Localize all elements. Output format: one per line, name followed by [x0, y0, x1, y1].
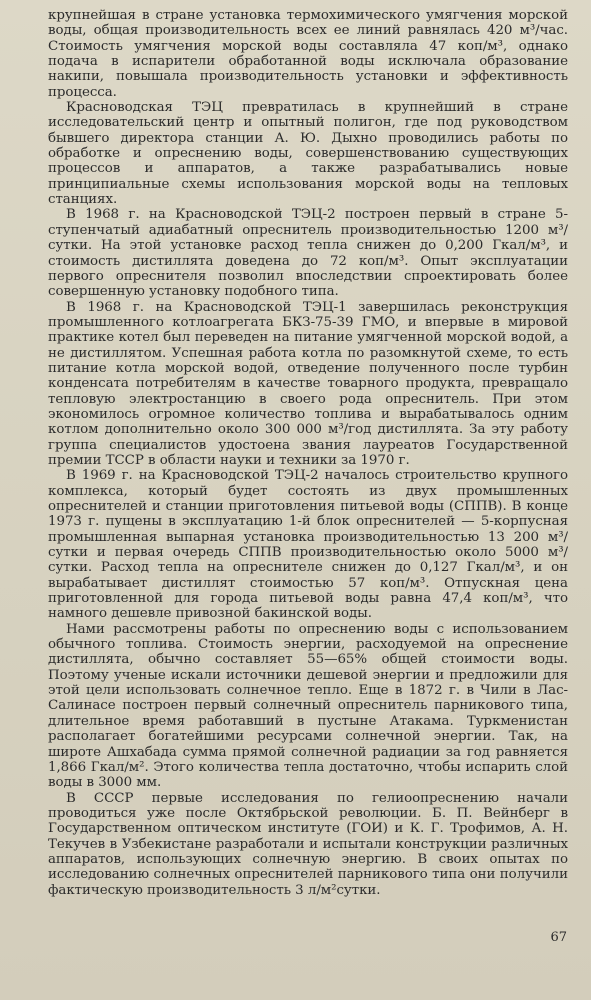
paragraph-6: Нами рассмотрены работы по опреснению воды с использованием обычного топлива. Стоимость энергии, расходуемой на опреснение дистиллята, обычно составляет 55—65% общей стоимости воды. Поэтому ученые искали источники дешевой энергии и предложили для этой цели использовать солнечное тепло. Еще в 1872 г. в Чили в Лас-Салинасе построен первый солнечный опреснитель парникового типа, длительное время работавший в пустыне Атакама. Туркменистан располагает богатейшими ресурсами солнечной энергии. Так, на широте Ашхабада сумма прямой солнечной радиации за год равняется 1,866 Гкал/м². Этого количества тепла достаточно, чтобы испарить слой воды в 3000 мм.	[48, 621, 568, 791]
paragraph-7: В СССР первые исследования по гелиоопреснению начали проводиться уже после Октябрьской революции. Б. П. Вейнберг в Государственном оптическом институте (ГОИ) и К. Г. Трофимов, А. Н. Текучев в Узбекистане разработали и испытали конструкции различных аппаратов, использующих солнечную энергию. В своих опытах по исследованию солнечных опреснителей парникового типа они получили фактическую производительность 3 л/м²сутки.	[48, 790, 568, 898]
paragraph-5: В 1969 г. на Красноводской ТЭЦ-2 началось строительство крупного комплекса, который будет состоять из двух промышленных опреснителей и станции приготовления питьевой воды (СППВ). В конце 1973 г. пущены в эксплуатацию 1-й блок опреснителей — 5-корпусная промышленная выпарная установка производительностью 13 200 м³/сутки и первая очередь СППВ производительностью около 5000 м³/сутки. Расход тепла на опреснителе снижен до 0,127 Гкал/м³, и он вырабатывает дистиллят стоимостью 57 коп/м³. Отпускная цена приготовленной для города питьевой воды равна 47,4 коп/м³, что намного дешевле привозной бакинской воды.	[48, 468, 568, 622]
page-number: 67	[550, 930, 567, 945]
paragraph-1: крупнейшая в стране установка термохимического умягчения морской воды, общая производительность всех ее линий равнялась 420 м³/час. Стоимость умягчения морской воды составляла 47 коп/м³, однако подача в испарители обработанной воды исключала образование накипи, повышала производительность установки и эффективность процесса.	[48, 8, 568, 100]
page-body-text	[48, 8, 568, 898]
paragraph-4: В 1968 г. на Красноводской ТЭЦ-1 завершилась реконструкция промышленного котлоагрегата БКЗ-75-39 ГМО, и впервые в мировой практике котел был переведен на питание умягченной морской водой, а не дистиллятом. Успешная работа котла по разомкнутой схеме, то есть питание котла морской водой, отведение полученного после турбин конденсата потребителям в качестве товарного продукта, превращало тепловую электростанцию в своего рода опреснитель. При этом экономилось огромное количество топлива и вырабатывалось одним котлом дополнительно около 300 000 м³/год дистиллята. За эту работу группа специалистов удостоена звания лауреатов Государственной премии ТССР в области науки и техники за 1970 г.	[48, 299, 568, 468]
paragraph-2: Красноводская ТЭЦ превратилась в крупнейший в стране исследовательский центр и опытный полигон, где под руководством бывшего директора станции А. Ю. Дыхно проводились работы по обработке и опреснению воды, совершенствованию существующих процессов и аппаратов, а также разрабатывались новые принципиальные схемы использования морской воды на тепловых станциях.	[48, 100, 568, 208]
paragraph-3: В 1968 г. на Красноводской ТЭЦ-2 построен первый в стране 5-ступенчатый адиабатный опреснитель производительностью 1200 м³/сутки. На этой установке расход тепла снижен до 0,200 Гкал/м³, и стоимость дистиллята доведена до 72 коп/м³. Опыт эксплуатации первого опреснителя позволил впоследствии спроектировать более совершенную установку подобного типа.	[48, 207, 568, 300]
